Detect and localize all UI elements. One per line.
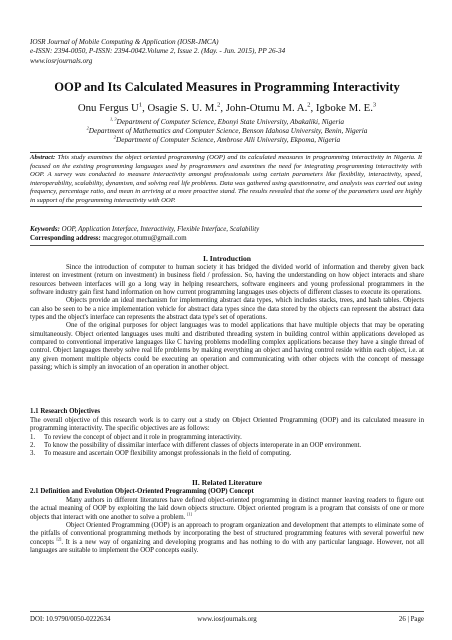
affiliation: $^2$Department of Computer Science, Ambrose Alli University, Ekpoma, Nigeria [113,134,341,145]
author-affil-sup: 3 [372,101,377,109]
author-name: Onu Fergus U [77,102,139,114]
section-heading-related-literature: II. Related Literature [191,478,263,487]
journal-url[interactable]: www.iosrjournals.org [30,56,93,65]
journal-name: IOSR Journal of Mobile Computing & Application (IOSR-JMCA) [30,38,219,46]
list-item: 2. To know the possibility of dissimilar interface with different classes of objects interoperate in an OOP environment. [30,442,362,450]
journal-header [30,38,285,66]
affiliation: $^2$Department of Mathematics and Computer Science, Benson Idahosa University, Benin, Nigeria [86,125,368,136]
divider [30,245,424,246]
abstract-text: This study examines the object oriented programming (OOP) and its calculated measures in programming interactivity in Nigeria. It focused on the existing programming languages used by programmers and examines the need for integrating programming interactivity with OOP. A survey was conducted to measure interactivity amongst professionals using certain parameters like flexibility, interactivity, speed, interoperability, scalability, dynamism, and solving real life problems. Data was gathered using questionnaire, and analysis was carried out using frequency, percentage ratio, and mean in arriving at a more proactive stand. The results revealed that the some of the parameters used are highly in support of the programming interactivity with OOP. [30,154,423,204]
citation: [2] [56,536,62,542]
subsection-heading-definition: 2.1 Definition and Evolution Object-Oriented Programming (OOP) Concept [30,488,254,495]
objectives-list [30,434,424,459]
paragraph: Since the introduction of computer to human society it has bridged the divided world of information and thereby given back interest on investment (return on investment) in business field / profession. So, having the understanding on how object interacts and share resources between interfaces will go a long way in helping researchers, software engineers and young professional programmers in the software industry gain first hand information on how current programming languages uses objects of different classes to execute its operations. [30,264,424,297]
paragraph: Object Oriented Programming (OOP) is an approach to program organization and development that attempts to eliminate some of the pitfalls of conventional programming methods by incorporating the best of structured programming features with several powerful new concepts [2]. It is a new way of organizing and developing programs and has nothing to do with any particular language. However, not all languages are suitable to implement the OOP concepts easily. [30,522,424,555]
paper-page [30,0,424,640]
corresponding-label: Corresponding address: [30,235,101,242]
author-name: , Osagie S. U. M. [142,102,218,114]
affiliation: $^{1, 3}$Department of Computer Science, Ebonyi State University, Abakaliki, Nigeria [109,116,344,126]
paragraph: The overall objective of this research work is to carry out a study on Object Oriented Programming (OOP) and its calculated measure in programming interactivity. The specific objectives are as follows: [30,417,424,433]
corresponding-address [30,235,424,244]
section-heading-introduction: I. Introduction [203,254,251,263]
author-affil-sup: 1 [138,101,143,109]
paper-title: OOP and Its Calculated Measures in Programming Interactivity [54,80,400,94]
author-list [30,102,424,115]
definition-body [30,497,424,555]
author-name: , Igboke M. E. [310,102,373,114]
list-item: 1. To review the concept of object and it role in programming interactivity. [30,433,242,441]
abstract-label: Abstract: [30,154,56,161]
introduction-body [30,264,424,372]
abstract [30,152,422,207]
author-name: , John-Otumu M. A. [220,102,308,114]
citation: [1] [187,511,192,517]
keywords [30,226,424,235]
author-affil-sup: 2 [307,101,311,109]
paragraph: One of the original purposes for object languages was to model applications that have multiple objects that may be operating simultaneously. Object oriented languages uses multi and distributed threading system in building control within applications developed as compared to conventional imperative languages like C having problems modelling complex applications because they have a single thread of control. Object languages thereby solve real life problems by making everything an object and having control reside within each object, i.e. at any given moment multiple objects could be executing an operation and communicating with other objects with the concept of message passing; which is simply an invocation of an operation in another object. [30,322,424,372]
affiliations [30,117,424,145]
research-objectives-body [30,417,424,459]
footer-doi: DOI: 10.9790/0050-0222634 [30,616,111,623]
journal-issn: e-ISSN: 2394-0050, P-ISSN: 2394-0042.Volume 2, Issue 2. (May. - Jun. 2015), PP 26-34 [30,47,286,56]
footer-divider [30,611,424,612]
footer-site[interactable]: www.iosrjournals.org [197,616,257,623]
list-item: 3. To measure and ascertain OOP flexibility amongst professionals in the field of computing. [30,450,292,458]
footer-page-number: 26 | Page [398,616,424,623]
keywords-text: OOP, Application Interface, Interactivity, Flexible Interface, Scalability [61,226,260,233]
author-affil-sup: 2 [217,101,221,109]
keywords-label: Keywords: [30,226,60,233]
corresponding-email[interactable]: macgregor.otumu@gmail.com [102,235,187,242]
paragraph: Many authors in different literatures have defined object-oriented programming in distinct manner leaving readers to figure out the actual meaning of OOP by exploiting the laid down objects structure. Object oriented program is a program that consists of one or more objects that interact with one another to solve a problem. [1] [30,497,424,521]
subsection-heading-research-objectives: 1.1 Research Objectives [30,408,101,415]
paragraph: Objects provide an ideal mechanism for implementing abstract data types, which includes stacks, trees, and hash tables. Objects can also be seen to be a nice implementation vehicle for abstract data types since the data stored by the objects can represent the abstract data types and the object's interface can represents the abstract data type's set of operations. [30,297,424,322]
